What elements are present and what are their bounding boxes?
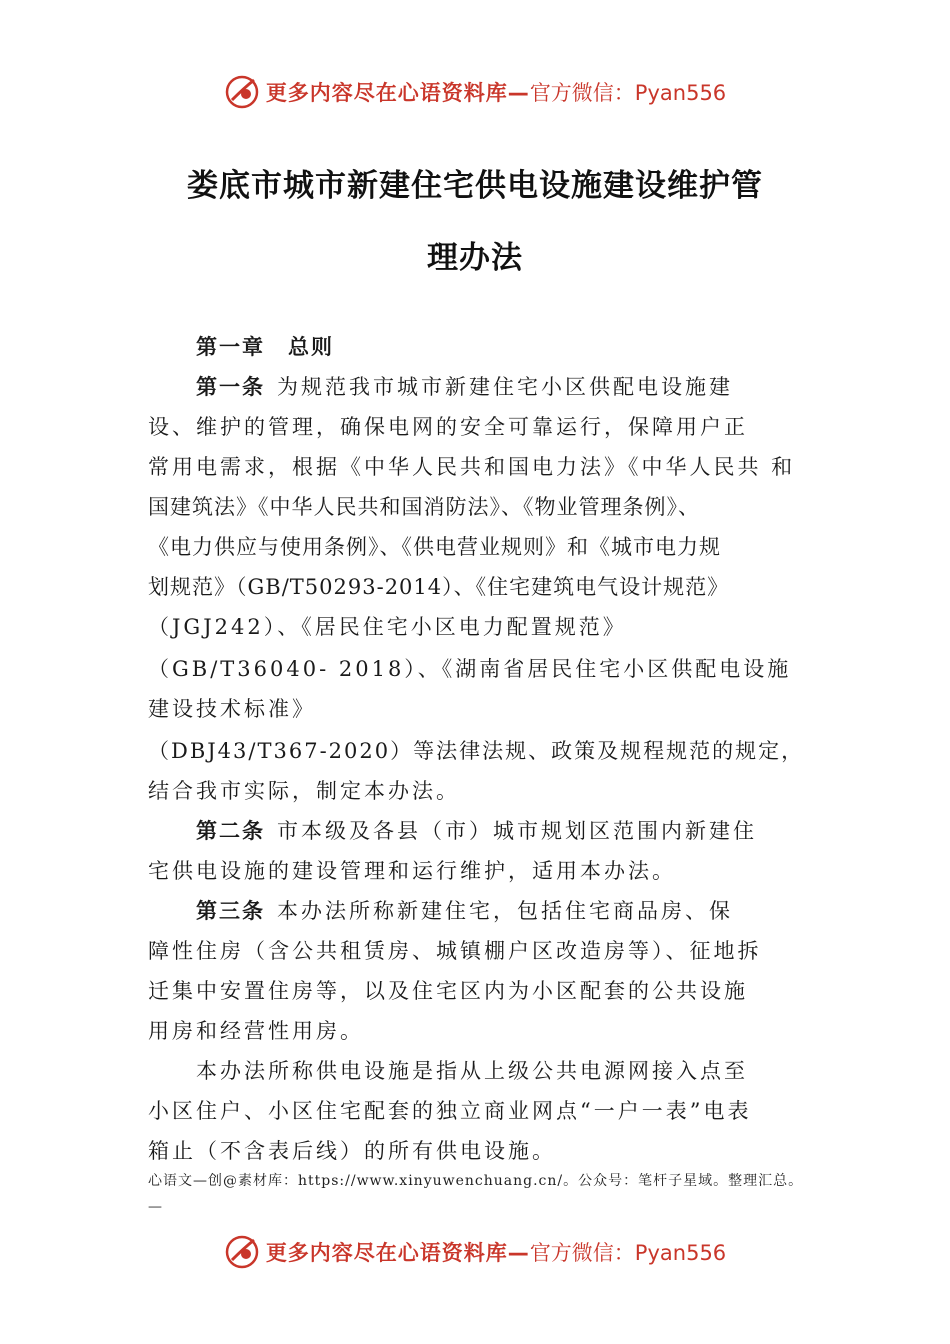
article1-line: 划规范》（GB/T50293-2014）、《住宅建筑电气设计规范》 <box>148 575 730 599</box>
article1-line: 国建筑法》《中华人民共和国消防法》、《物业管理条例》、 <box>148 495 700 519</box>
article2-line: 第二条 市本级及各县（市）城市规划区范围内新建住 <box>196 819 757 843</box>
article3-label: 第三条 <box>196 899 265 923</box>
chapter-heading: 第一章 总则 <box>196 335 334 359</box>
article3-line: 迁集中安置住房等，以及住宅区内为小区配套的公共设施 <box>148 979 748 1003</box>
footer-banner <box>0 1232 950 1272</box>
banner-text: 更多内容尽在心语资料库— <box>265 1241 530 1265</box>
article2-label: 第二条 <box>196 819 265 843</box>
article1-label: 第一条 <box>196 375 265 399</box>
document-title-line2: 理办法 <box>427 240 523 276</box>
paragraph-line: 小区住户、小区住宅配套的独立商业网点“一户一表”电表 <box>148 1099 752 1123</box>
article1-line: （GB/T36040- 2018）、《湖南省居民住宅小区供配电设施 <box>148 657 792 681</box>
paragraph-line: 本办法所称供电设施是指从上级公共电源网接入点至 <box>196 1059 748 1083</box>
article1-line: 常用电需求，根据《中华人民共和国电力法》《中华人民共 和 <box>148 455 796 479</box>
logo-icon <box>224 74 260 110</box>
article1-line: （DBJ43/T367-2020）等法律法规、政策及规程规范的规定， <box>148 739 805 763</box>
article1-line: 设、维护的管理，确保电网的安全可靠运行，保障用户正 <box>148 415 748 439</box>
paragraph-line: 箱止（不含表后线）的所有供电设施。 <box>148 1139 556 1163</box>
article3-line: 障性住房（含公共租赁房、城镇棚户区改造房等）、征地拆 <box>148 939 762 963</box>
banner-wechat: 官方微信：Pyan556 <box>529 81 727 105</box>
article1-line: 第一条 为规范我市城市新建住宅小区供配电设施建 <box>196 375 733 399</box>
article1-line: 《电力供应与使用条例》、《供电营业规则》和《城市电力规 <box>148 535 721 559</box>
banner-text: 更多内容尽在心语资料库— <box>265 81 530 105</box>
article1-line: 结合我市实际，制定本办法。 <box>148 779 460 803</box>
article2-line: 宅供电设施的建设管理和运行维护，适用本办法。 <box>148 859 676 883</box>
banner-wechat: 官方微信：Pyan556 <box>529 1241 727 1265</box>
footnote: 心语文—创@素材库：https://www.xinyuwenchuang.cn/。公众号：笔杆子星域。整理汇总。 <box>148 1173 804 1189</box>
logo-icon <box>224 1234 260 1270</box>
article3-line: 用房和经营性用房。 <box>148 1019 364 1043</box>
article3-line: 第三条 本办法所称新建住宅，包括住宅商品房、保 <box>196 899 733 923</box>
footnote-dash: — <box>148 1199 162 1215</box>
header-banner <box>0 72 950 112</box>
article1-line: 建设技术标准》 <box>148 697 316 721</box>
document-title-line1: 娄底市城市新建住宅供电设施建设维护管 <box>187 168 763 204</box>
article1-line: （JGJ242）、《居民住宅小区电力配置规范》 <box>148 615 627 639</box>
